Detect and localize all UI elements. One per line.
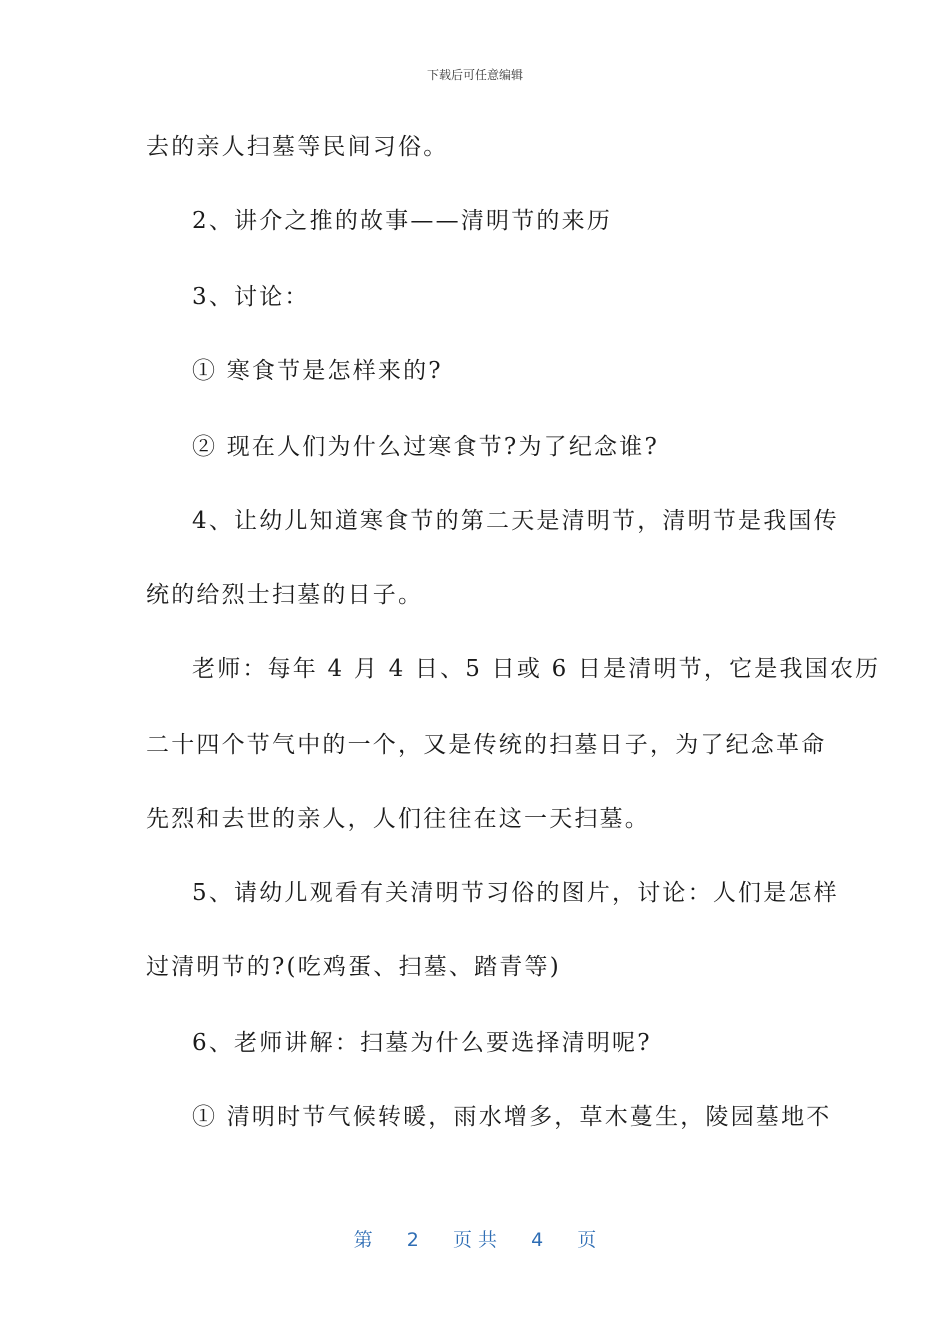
page-of-label: 页 共	[452, 1229, 498, 1251]
paragraph-line: 老师：每年 4 月 4 日、5 日或 6 日是清明节，它是我国农历	[192, 656, 881, 682]
paragraph-line: 5、请幼儿观看有关清明节习俗的图片，讨论：人们是怎样	[192, 880, 839, 906]
paragraph-line: 3、讨论：	[192, 284, 310, 310]
page-label: 第	[353, 1229, 373, 1251]
paragraph-line: 过清明节的?(吃鸡蛋、扫墓、踏青等)	[146, 954, 561, 980]
pages-label: 页	[577, 1229, 597, 1251]
paragraph-line: ① 清明时节气候转暖，雨水增多，草木蔓生，陵园墓地不	[192, 1104, 832, 1130]
paragraph-line: 2、讲介之推的故事——清明节的来历	[192, 208, 613, 234]
paragraph-line: ② 现在人们为什么过寒食节?为了纪念谁?	[192, 434, 659, 460]
paragraph-line: 二十四个节气中的一个，又是传统的扫墓日子，为了纪念革命	[146, 732, 827, 758]
paragraph-line: 先烈和去世的亲人，人们往往在这一天扫墓。	[146, 806, 650, 832]
page-footer	[0, 1225, 950, 1252]
paragraph-line: 统的给烈士扫墓的日子。	[146, 582, 424, 608]
paragraph-line: 6、老师讲解：扫墓为什么要选择清明呢?	[192, 1030, 652, 1056]
paragraph-line: 去的亲人扫墓等民间习俗。	[146, 134, 449, 160]
page-header: 下载后可任意编辑	[426, 68, 523, 82]
current-page-number: 2	[406, 1229, 419, 1251]
total-pages-number: 4	[531, 1229, 544, 1251]
paragraph-line: ① 寒食节是怎样来的?	[192, 358, 443, 384]
paragraph-line: 4、让幼儿知道寒食节的第二天是清明节，清明节是我国传	[192, 508, 839, 534]
